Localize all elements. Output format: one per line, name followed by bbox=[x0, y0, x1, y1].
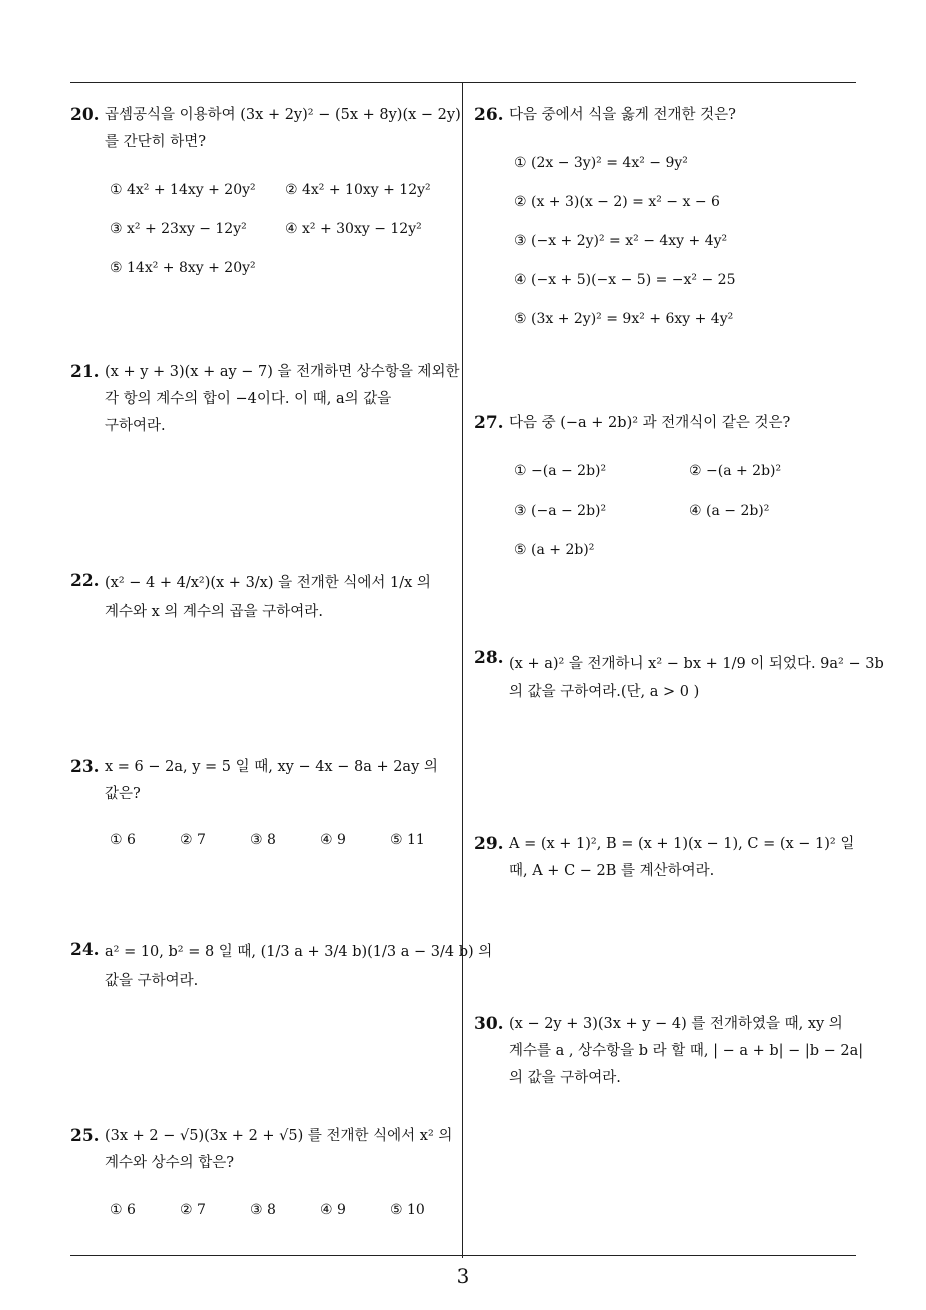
answer-option[interactable]: ② (x + 3)(x − 2) = x² − x − 6 bbox=[514, 194, 720, 210]
question-text-line: 때, A + C − 2B 를 계산하여라. bbox=[509, 863, 715, 879]
question-number: 23. bbox=[70, 757, 100, 777]
answer-option[interactable]: ② 7 bbox=[180, 1202, 206, 1218]
answer-option[interactable]: ② 7 bbox=[180, 832, 206, 848]
question-number: 22. bbox=[70, 571, 100, 591]
question-text-line: 계수와 상수의 합은? bbox=[105, 1155, 235, 1171]
question-text-line: A = (x + 1)², B = (x + 1)(x − 1), C = (x − 1)² 일 bbox=[509, 836, 855, 852]
answer-option[interactable]: ⑤ (3x + 2y)² = 9x² + 6xy + 4y² bbox=[514, 311, 734, 327]
question-number: 24. bbox=[70, 940, 100, 960]
answer-option[interactable]: ④ 9 bbox=[320, 1202, 346, 1218]
page-number: 3 bbox=[456, 1264, 470, 1288]
question-text-line: 값은? bbox=[105, 786, 141, 802]
answer-option[interactable]: ③ (−x + 2y)² = x² − 4xy + 4y² bbox=[514, 233, 728, 249]
answer-option[interactable]: ④ (a − 2b)² bbox=[689, 503, 770, 519]
question-text-line: 의 값을 구하여라.(단, a > 0 ) bbox=[509, 684, 700, 700]
answer-option[interactable]: ⑤ 11 bbox=[390, 832, 425, 848]
question-number: 26. bbox=[474, 105, 504, 125]
question-number: 20. bbox=[70, 105, 100, 125]
question-number: 21. bbox=[70, 362, 100, 382]
question-text-line: 를 간단히 하면? bbox=[105, 134, 207, 150]
question-number: 29. bbox=[474, 834, 504, 854]
answer-option[interactable]: ④ (−x + 5)(−x − 5) = −x² − 25 bbox=[514, 272, 736, 288]
answer-option[interactable]: ④ x² + 30xy − 12y² bbox=[285, 221, 422, 237]
question-text-line: x = 6 − 2a, y = 5 일 때, xy − 4x − 8a + 2ay 의 bbox=[105, 759, 438, 775]
question-text-line: 각 항의 계수의 합이 −4이다. 이 때, a의 값을 bbox=[105, 391, 392, 407]
answer-option[interactable]: ① (2x − 3y)² = 4x² − 9y² bbox=[514, 155, 688, 171]
answer-option[interactable]: ③ x² + 23xy − 12y² bbox=[110, 221, 247, 237]
question-text-line: 다음 중 (−a + 2b)² 과 전개식이 같은 것은? bbox=[509, 415, 791, 431]
answer-option[interactable]: ③ 8 bbox=[250, 832, 276, 848]
answer-option[interactable]: ⑤ 10 bbox=[390, 1202, 425, 1218]
answer-option[interactable]: ④ 9 bbox=[320, 832, 346, 848]
question-number: 30. bbox=[474, 1014, 504, 1034]
column-divider bbox=[462, 82, 463, 1258]
question-text-line: (x² − 4 + 4/x²)(x + 3/x) 을 전개한 식에서 1/x 의 bbox=[105, 575, 431, 591]
question-text-line: (x + a)² 을 전개하니 x² − bx + 1/9 이 되었다. 9a² − 3b bbox=[509, 656, 884, 672]
answer-option[interactable]: ⑤ (a + 2b)² bbox=[514, 542, 595, 558]
question-text-line: 의 값을 구하여라. bbox=[509, 1070, 621, 1086]
answer-option[interactable]: ② −(a + 2b)² bbox=[689, 463, 782, 479]
question-text-line: 계수를 a , 상수항을 b 라 할 때, | − a + b| − |b − 2a| bbox=[509, 1043, 864, 1059]
question-number: 28. bbox=[474, 648, 504, 668]
question-text-line: 곱셈공식을 이용하여 (3x + 2y)² − (5x + 8y)(x − 2y) bbox=[105, 107, 461, 123]
answer-option[interactable]: ① 6 bbox=[110, 1202, 136, 1218]
answer-option[interactable]: ② 4x² + 10xy + 12y² bbox=[285, 182, 431, 198]
question-text-line: 구하여라. bbox=[105, 418, 166, 434]
question-text-line: 다음 중에서 식을 옳게 전개한 것은? bbox=[509, 107, 736, 123]
question-number: 27. bbox=[474, 413, 504, 433]
answer-option[interactable]: ① 6 bbox=[110, 832, 136, 848]
question-number: 25. bbox=[70, 1126, 100, 1146]
answer-option[interactable]: ① 4x² + 14xy + 20y² bbox=[110, 182, 256, 198]
question-text-line: 계수와 x 의 계수의 곱을 구하여라. bbox=[105, 604, 323, 620]
top-rule bbox=[70, 82, 856, 83]
question-text-line: a² = 10, b² = 8 일 때, (1/3 a + 3/4 b)(1/3 a − 3/4 b) 의 bbox=[105, 944, 493, 960]
question-text-line: (3x + 2 − √5)(3x + 2 + √5) 를 전개한 식에서 x² 의 bbox=[105, 1128, 453, 1144]
question-text-line: 값을 구하여라. bbox=[105, 973, 199, 989]
bottom-rule bbox=[70, 1255, 856, 1256]
answer-option[interactable]: ③ 8 bbox=[250, 1202, 276, 1218]
answer-option[interactable]: ⑤ 14x² + 8xy + 20y² bbox=[110, 260, 256, 276]
answer-option[interactable]: ③ (−a − 2b)² bbox=[514, 503, 607, 519]
answer-option[interactable]: ① −(a − 2b)² bbox=[514, 463, 607, 479]
question-text-line: (x − 2y + 3)(3x + y − 4) 를 전개하였을 때, xy 의 bbox=[509, 1016, 843, 1032]
question-text-line: (x + y + 3)(x + ay − 7) 을 전개하면 상수항을 제외한 bbox=[105, 364, 460, 380]
